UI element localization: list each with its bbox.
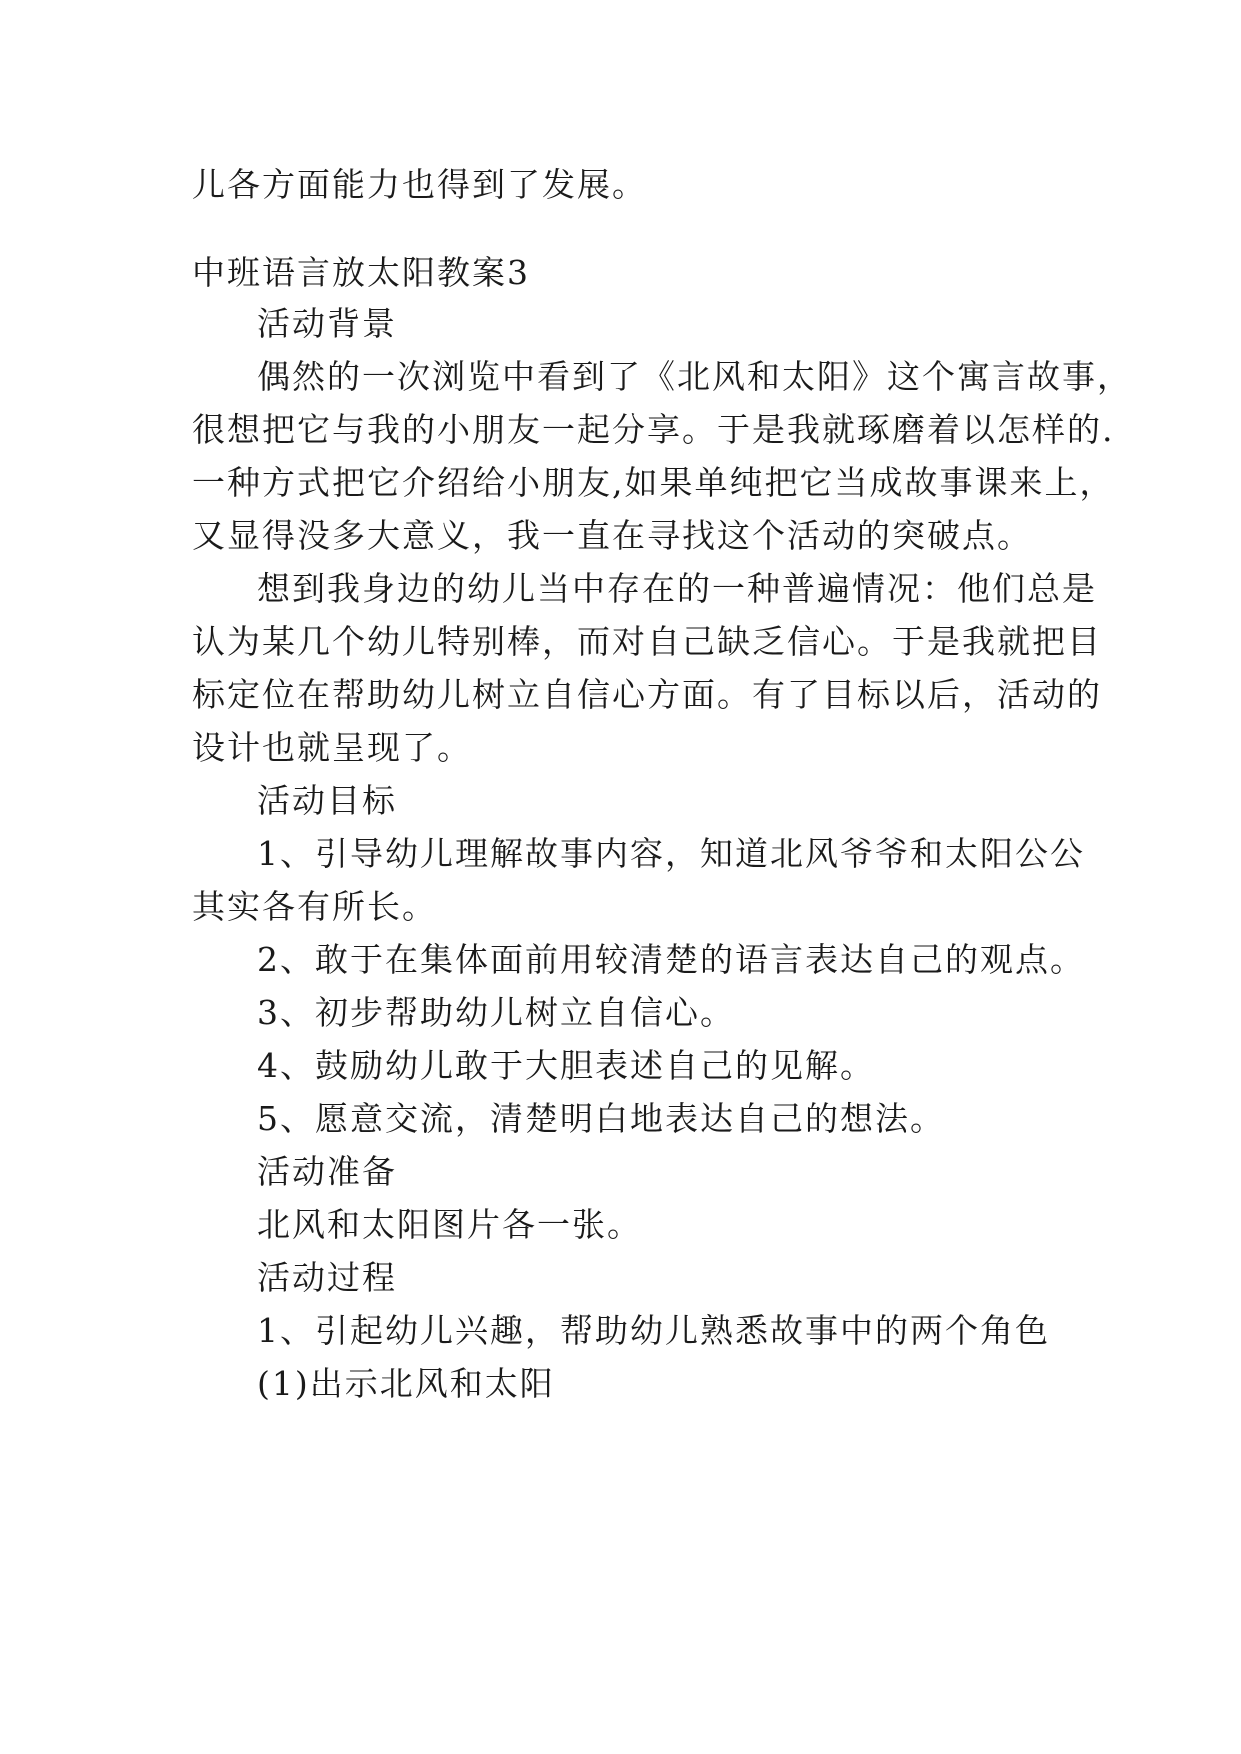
process-step: 1、引起幼儿兴趣，帮助幼儿熟悉故事中的两个角色 — [257, 1311, 1050, 1350]
goal-item: 4、鼓励幼儿敢于大胆表述自己的见解。 — [257, 1046, 875, 1085]
section-heading: 中班语言放太阳教案3 — [192, 253, 530, 292]
goal-item-continuation: 其实各有所长。 — [192, 887, 437, 926]
paragraph-line: 一种方式把它介绍给小朋友,如果单纯把它当成故事课来上， — [192, 463, 1115, 502]
goal-item: 2、敢于在集体面前用较清楚的语言表达自己的观点。 — [257, 940, 1085, 979]
paragraph-line: 偶然的一次浏览中看到了《北风和太阳》这个寓言故事， — [257, 357, 1132, 396]
paragraph-line: 很想把它与我的小朋友一起分享。于是我就琢磨着以怎样的. — [192, 410, 1115, 449]
subheading-goals: 活动目标 — [257, 781, 397, 820]
subheading-preparation: 活动准备 — [257, 1152, 397, 1191]
paragraph-line: 设计也就呈现了。 — [192, 728, 472, 767]
subheading-background: 活动背景 — [257, 304, 397, 343]
goal-item: 1、引导幼儿理解故事内容，知道北风爷爷和太阳公公 — [257, 834, 1085, 873]
paragraph-line: 又显得没多大意义，我一直在寻找这个活动的突破点。 — [192, 516, 1032, 555]
goal-item: 5、愿意交流，清楚明白地表达自己的想法。 — [257, 1099, 945, 1138]
subheading-process: 活动过程 — [257, 1258, 397, 1297]
process-substep: (1)出示北风和太阳 — [257, 1364, 555, 1403]
text-line-continuation: 儿各方面能力也得到了发展。 — [192, 165, 647, 204]
preparation-text: 北风和太阳图片各一张。 — [257, 1205, 642, 1244]
goal-item: 3、初步帮助幼儿树立自信心。 — [257, 993, 735, 1032]
paragraph-line: 认为某几个幼儿特别棒，而对自己缺乏信心。于是我就把目 — [192, 622, 1102, 661]
paragraph-line: 标定位在帮助幼儿树立自信心方面。有了目标以后，活动的 — [192, 675, 1102, 714]
paragraph-line: 想到我身边的幼儿当中存在的一种普遍情况：他们总是 — [257, 569, 1097, 608]
